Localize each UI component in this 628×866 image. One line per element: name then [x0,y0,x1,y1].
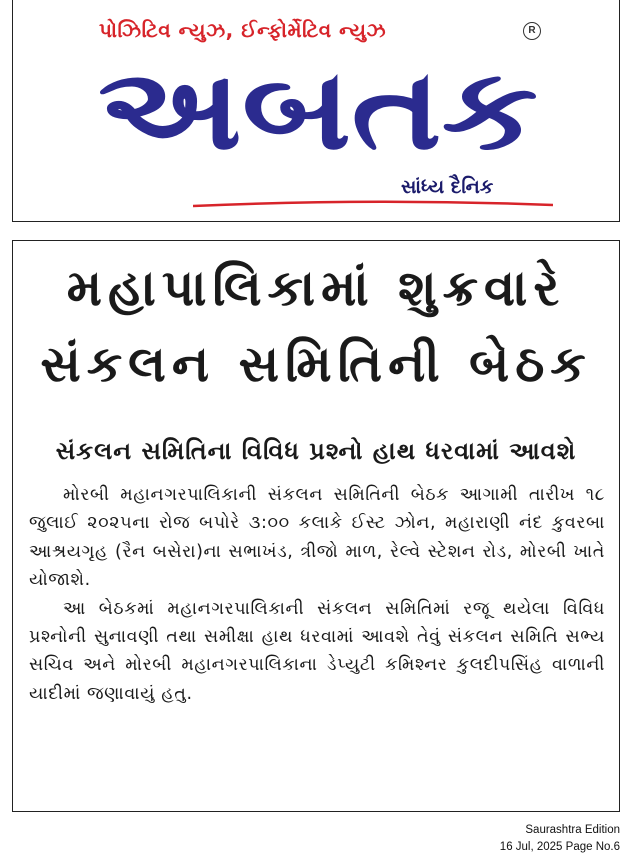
masthead [12,0,620,222]
headline-line-1: મહાપાલિકામાં શુક્રવારે [66,259,566,317]
headline-line-2: સંકલન સમિતિની બેઠક [40,335,592,393]
article-paragraph: આ બેઠકમાં મહાનગરપાલિકાની સંકલન સમિતિમાં રજૂ થયેલા વિવિધ પ્રશ્નોની સુનાવણી તથા સમીક્ષા હાથ ધરવામાં આવશે તેવું સંકલન સમિતિ સભ્ય સચિવ અને મોરબી મહાનગરપાલિકાના ડેપ્યુટી કમિશ્નર કુલદીપસિંહ વાળાની યાદીમાં જણાવાયું હતુ. [29,598,605,704]
article-body [29,481,605,708]
logo-graphic [93,48,543,166]
tagline: પોઝિટિવ ન્યુઝ, ઈન્ફોર્મેટિવ ન્યુઝ [99,18,387,42]
masthead-subtitle: સાંધ્ય દૈનિક [401,176,494,198]
article-paragraph: મોરબી મહાનગરપાલિકાની સંકલન સમિતિની બેઠક આગામી તારીખ ૧૮ જુલાઈ ૨૦૨૫ના રોજ બપોરે ૩:૦૦ કલાકે ઈસ્ટ ઝોન, મહારાણી નંદ કુવરબા આશ્રયગૃહ (રૈન બસેરા)ના સભાખંડ, ત્રીજો માળ, રેલ્વે સ્ટેશન રોડ, મોરબી ખાતે યોજાશે. [29,485,605,591]
registered-trademark-icon: R [523,22,541,40]
swoosh-underline [193,200,553,208]
edition-name: Saurashtra Edition [525,824,620,836]
newspaper-logo [93,48,543,166]
edition-date-page: 16 Jul, 2025 Page No.6 [499,841,620,853]
edition-info [500,822,620,856]
subheadline: સંકલન સમિતિના વિવિધ પ્રશ્નો હાથ ધરવામાં આવશે [55,437,577,465]
logo-text: અબતક [98,48,538,166]
news-article [12,240,620,812]
